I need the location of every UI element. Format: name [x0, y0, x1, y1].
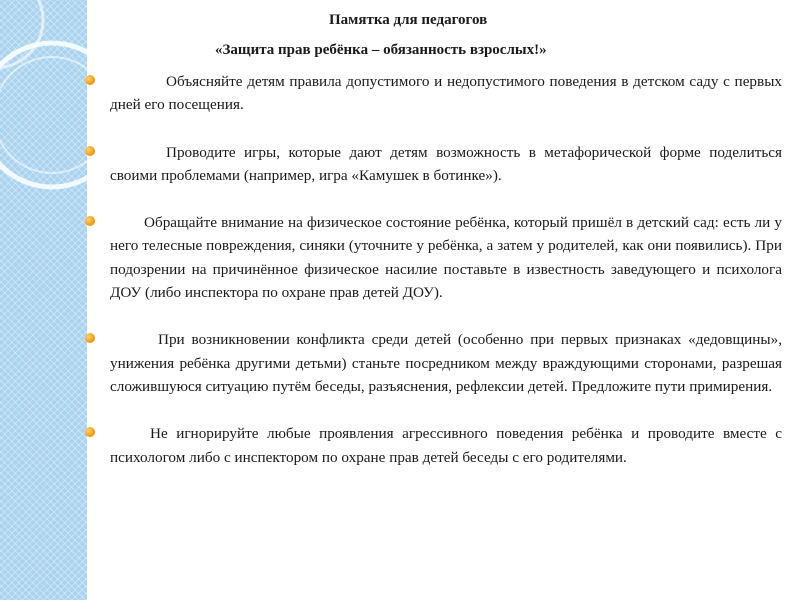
bullet-icon: [85, 75, 95, 85]
memo-title: Памятка для педагогов: [329, 12, 488, 28]
recommendation-text: При возникновении конфликта среди детей (особенно при первых признаках «дедовщины», унижения ребёнка другими детьми) станьте посредником между враждующими сторонами, разрешая сложившуюся ситуацию путём беседы, разъяснения, рефлексии детей. Предложите пути примирения.: [110, 331, 782, 395]
recommendation-text: Объясняйте детям правила допустимого и недопустимого поведения в детском саду с первых дней его посещения.: [110, 73, 782, 114]
recommendation-item: [110, 141, 782, 188]
recommendation-item: [110, 328, 782, 398]
memo-subtitle: «Защита прав ребёнка – обязанность взрослых!»: [215, 42, 547, 58]
memo-body: [110, 70, 782, 493]
recommendation-text: Не игнорируйте любые проявления агрессивного поведения ребёнка и проводите вместе с психологом либо с инспектором по охране прав детей беседы с его родителями.: [110, 425, 782, 466]
recommendation-text: Проводите игры, которые дают детям возможность в метафорической форме поделиться своими проблемами (например, игра «Камушек в ботинке»).: [110, 143, 782, 184]
recommendation-item: [110, 70, 782, 117]
bullet-icon: [85, 427, 95, 437]
recommendation-item: [110, 422, 782, 469]
bullet-icon: [85, 333, 95, 343]
bullet-icon: [85, 146, 95, 156]
recommendation-item: [110, 211, 782, 304]
recommendation-text: Обращайте внимание на физическое состояние ребёнка, который пришёл в детский сад: есть ли у него телесные повреждения, синяки (уточните у ребёнка, а затем у родителей, как они появились). При подозрении на причинённое физическое насилие поставьте в известность заведующего и психолога ДОУ (либо инспектора по охране прав детей ДОУ).: [110, 214, 782, 302]
